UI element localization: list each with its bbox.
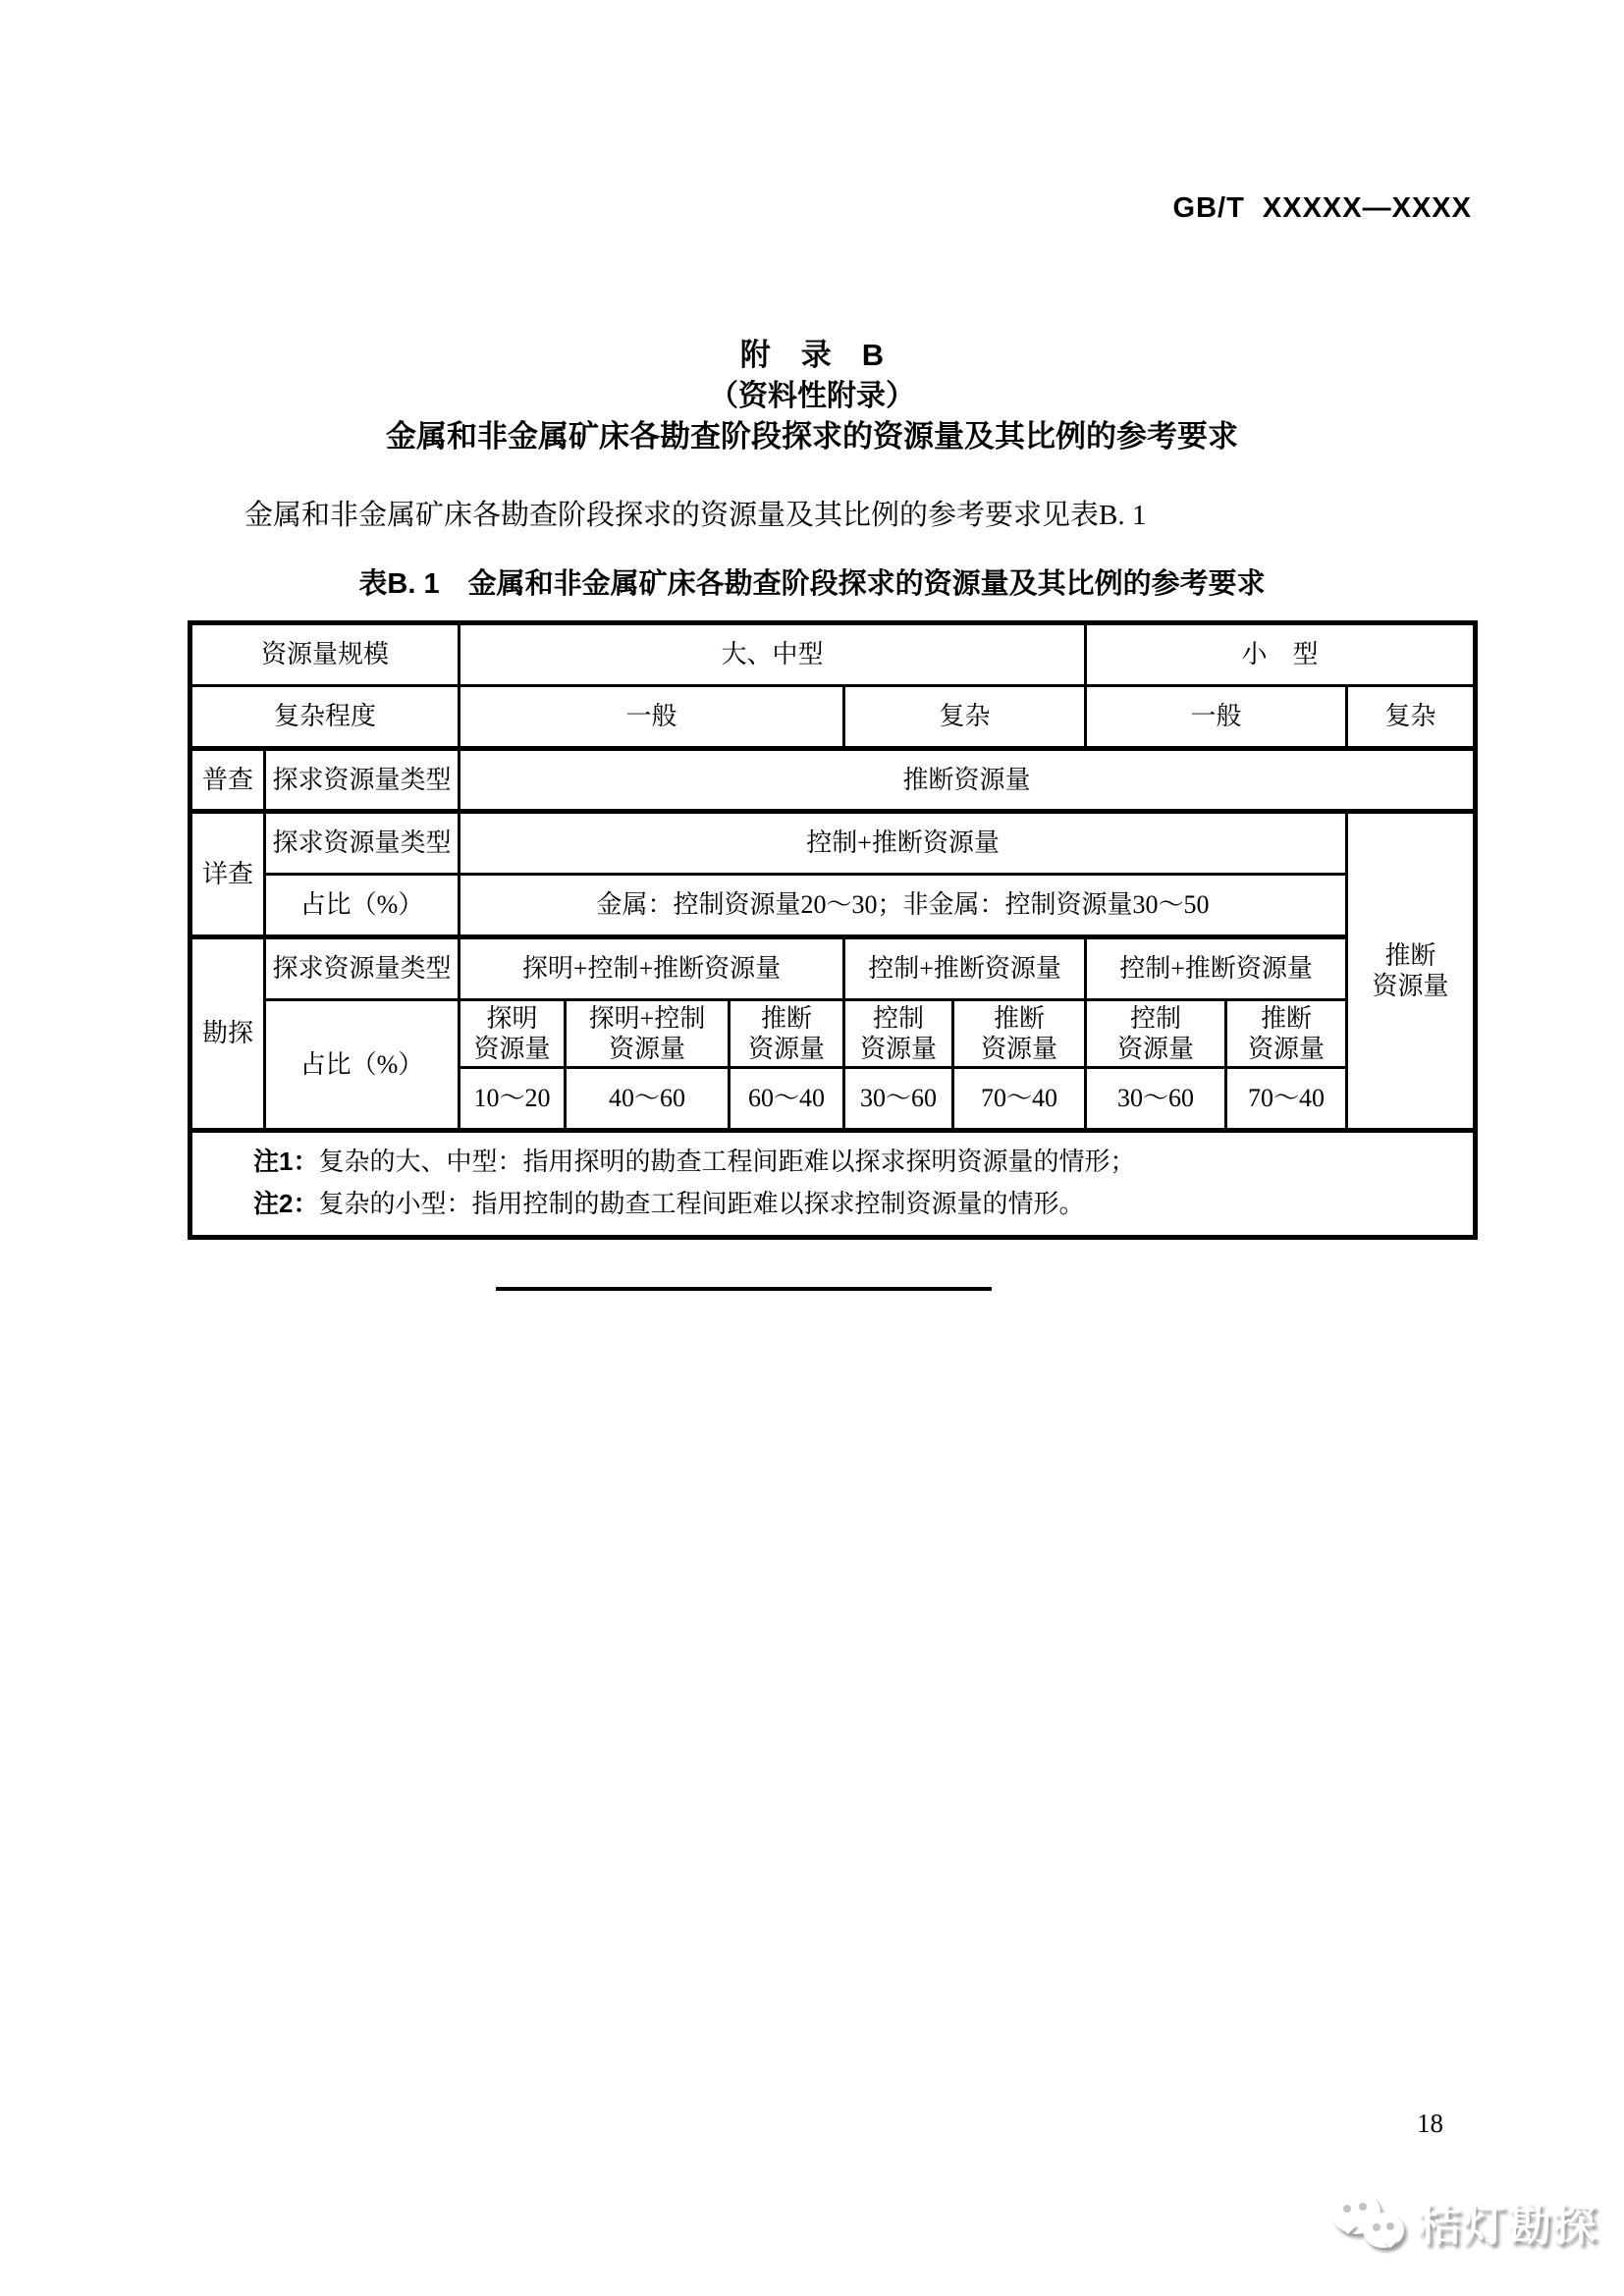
cell-value-4: 30～60 [844,1068,953,1131]
note-1-label: 注1： [253,1147,319,1176]
notes-cell [190,1131,1476,1238]
row-notes [190,1131,1476,1238]
cell-xiangcha-type-value: 控制+推断资源量 [460,812,1347,875]
watermark [1331,2185,1598,2258]
cell-xiangcha-ratio-label: 占比（%） [265,875,460,937]
cell-kantan-type-s-general: 控制+推断资源量 [1086,937,1347,1000]
cell-complexity-label: 复杂程度 [190,686,460,749]
wechat-icon [1331,2185,1410,2258]
cell-value-6: 30～60 [1086,1068,1226,1131]
cell-kantan-ratio-label: 占比（%） [265,1000,460,1131]
cell-kantan-type-label: 探求资源量类型 [265,937,460,1000]
subhead-1-line1: 探明 [486,1004,538,1033]
cell-s-general: 一般 [1086,686,1347,749]
standard-code: GB/T XXXXX—XXXX [1172,192,1472,224]
row-resource-scale [190,623,1476,686]
table-b1 [188,620,1478,1240]
cell-small: 小 型 [1086,623,1476,686]
bubble-eye [1386,2222,1394,2230]
cell-subhead-7 [1226,1000,1347,1068]
appendix-title: 附 录 B [739,338,885,372]
subhead-6-line2: 资源量 [1117,1035,1195,1063]
cell-xiangcha-type-label: 探求资源量类型 [265,812,460,875]
cell-large-medium: 大、中型 [460,623,1086,686]
wechat-bubble-small [1363,2213,1404,2248]
row-kantan-type [190,937,1476,1000]
subhead-5-line2: 资源量 [981,1035,1058,1063]
row-kantan-subheads [190,1000,1476,1068]
cell-s-complex: 复杂 [1347,686,1476,749]
end-of-text-rule [496,1287,992,1291]
cell-xiangcha-stage: 详查 [190,812,265,937]
cell-kantan-type-lm-general: 探明+控制+推断资源量 [460,937,844,1000]
cell-xiangcha-ratio-value: 金属：控制资源量20～30；非金属：控制资源量30～50 [460,875,1347,937]
cell-scale-label: 资源量规模 [190,623,460,686]
cell-subhead-1 [460,1000,566,1068]
cell-kantan-type-lm-complex: 控制+推断资源量 [844,937,1086,1000]
cell-value-1: 10～20 [460,1068,566,1131]
cell-pucha-type-value: 推断资源量 [460,749,1476,812]
row-xiangcha-ratio [190,875,1476,937]
cell-lm-complex: 复杂 [844,686,1086,749]
cell-subhead-4 [844,1000,953,1068]
bubble-eye [1343,2205,1351,2213]
subhead-7-line1: 推断 [1261,1004,1313,1033]
cell-subhead-6 [1086,1000,1226,1068]
watermark-text: 桔灯勘探 [1418,2202,1598,2250]
cell-value-5: 70～40 [953,1068,1086,1131]
cell-value-7: 70～40 [1226,1068,1347,1131]
subhead-7-line2: 资源量 [1248,1035,1326,1063]
appendix-subject-title: 金属和非金属矿床各勘查阶段探求的资源量及其比例的参考要求 [386,419,1238,454]
subhead-3-line2: 资源量 [748,1035,826,1063]
appendix-type-title: （资料性附录） [709,380,915,412]
cell-pucha-type-label: 探求资源量类型 [265,749,460,812]
cell-subhead-2 [566,1000,730,1068]
subhead-2-line2: 资源量 [609,1035,686,1063]
cell-subhead-5 [953,1000,1086,1068]
inferred-column-line2: 资源量 [1372,972,1449,1000]
table-b1-container [188,620,1473,1240]
bubble-eye [1359,2203,1367,2211]
bubble-eye [1373,2223,1380,2231]
cell-inferred-column [1347,812,1476,1131]
cell-kantan-stage: 勘探 [190,937,265,1131]
subhead-5-line1: 推断 [994,1004,1046,1033]
note-2 [253,1183,1461,1225]
subhead-4-line2: 资源量 [860,1035,938,1063]
page-number: 18 [1417,2109,1443,2138]
inferred-column-line1: 推断 [1384,941,1436,970]
subhead-2-line1: 探明+控制 [588,1004,706,1033]
intro-paragraph: 金属和非金属矿床各勘查阶段探求的资源量及其比例的参考要求见表B. 1 [244,500,1147,531]
cell-subhead-3 [730,1000,844,1068]
subhead-4-line1: 控制 [873,1004,925,1033]
cell-value-2: 40～60 [566,1068,730,1131]
row-complexity [190,686,1476,749]
note-2-text: 复杂的小型：指用控制的勘查工程间距难以探求控制资源量的情形。 [318,1190,1085,1218]
note-2-label: 注2： [253,1189,319,1218]
subhead-1-line2: 资源量 [473,1035,551,1063]
subhead-3-line1: 推断 [761,1004,813,1033]
cell-pucha-stage: 普查 [190,749,265,812]
note-1-text: 复杂的大、中型：指用探明的勘查工程间距难以探求探明资源量的情形； [318,1148,1136,1176]
row-pucha [190,749,1476,812]
cell-lm-general: 一般 [460,686,844,749]
cell-value-3: 60～40 [730,1068,844,1131]
row-xiangcha-type [190,812,1476,875]
note-1 [253,1141,1461,1183]
subhead-6-line1: 控制 [1130,1004,1182,1033]
table-caption: 表B. 1 金属和非金属矿床各勘查阶段探求的资源量及其比例的参考要求 [358,568,1266,600]
